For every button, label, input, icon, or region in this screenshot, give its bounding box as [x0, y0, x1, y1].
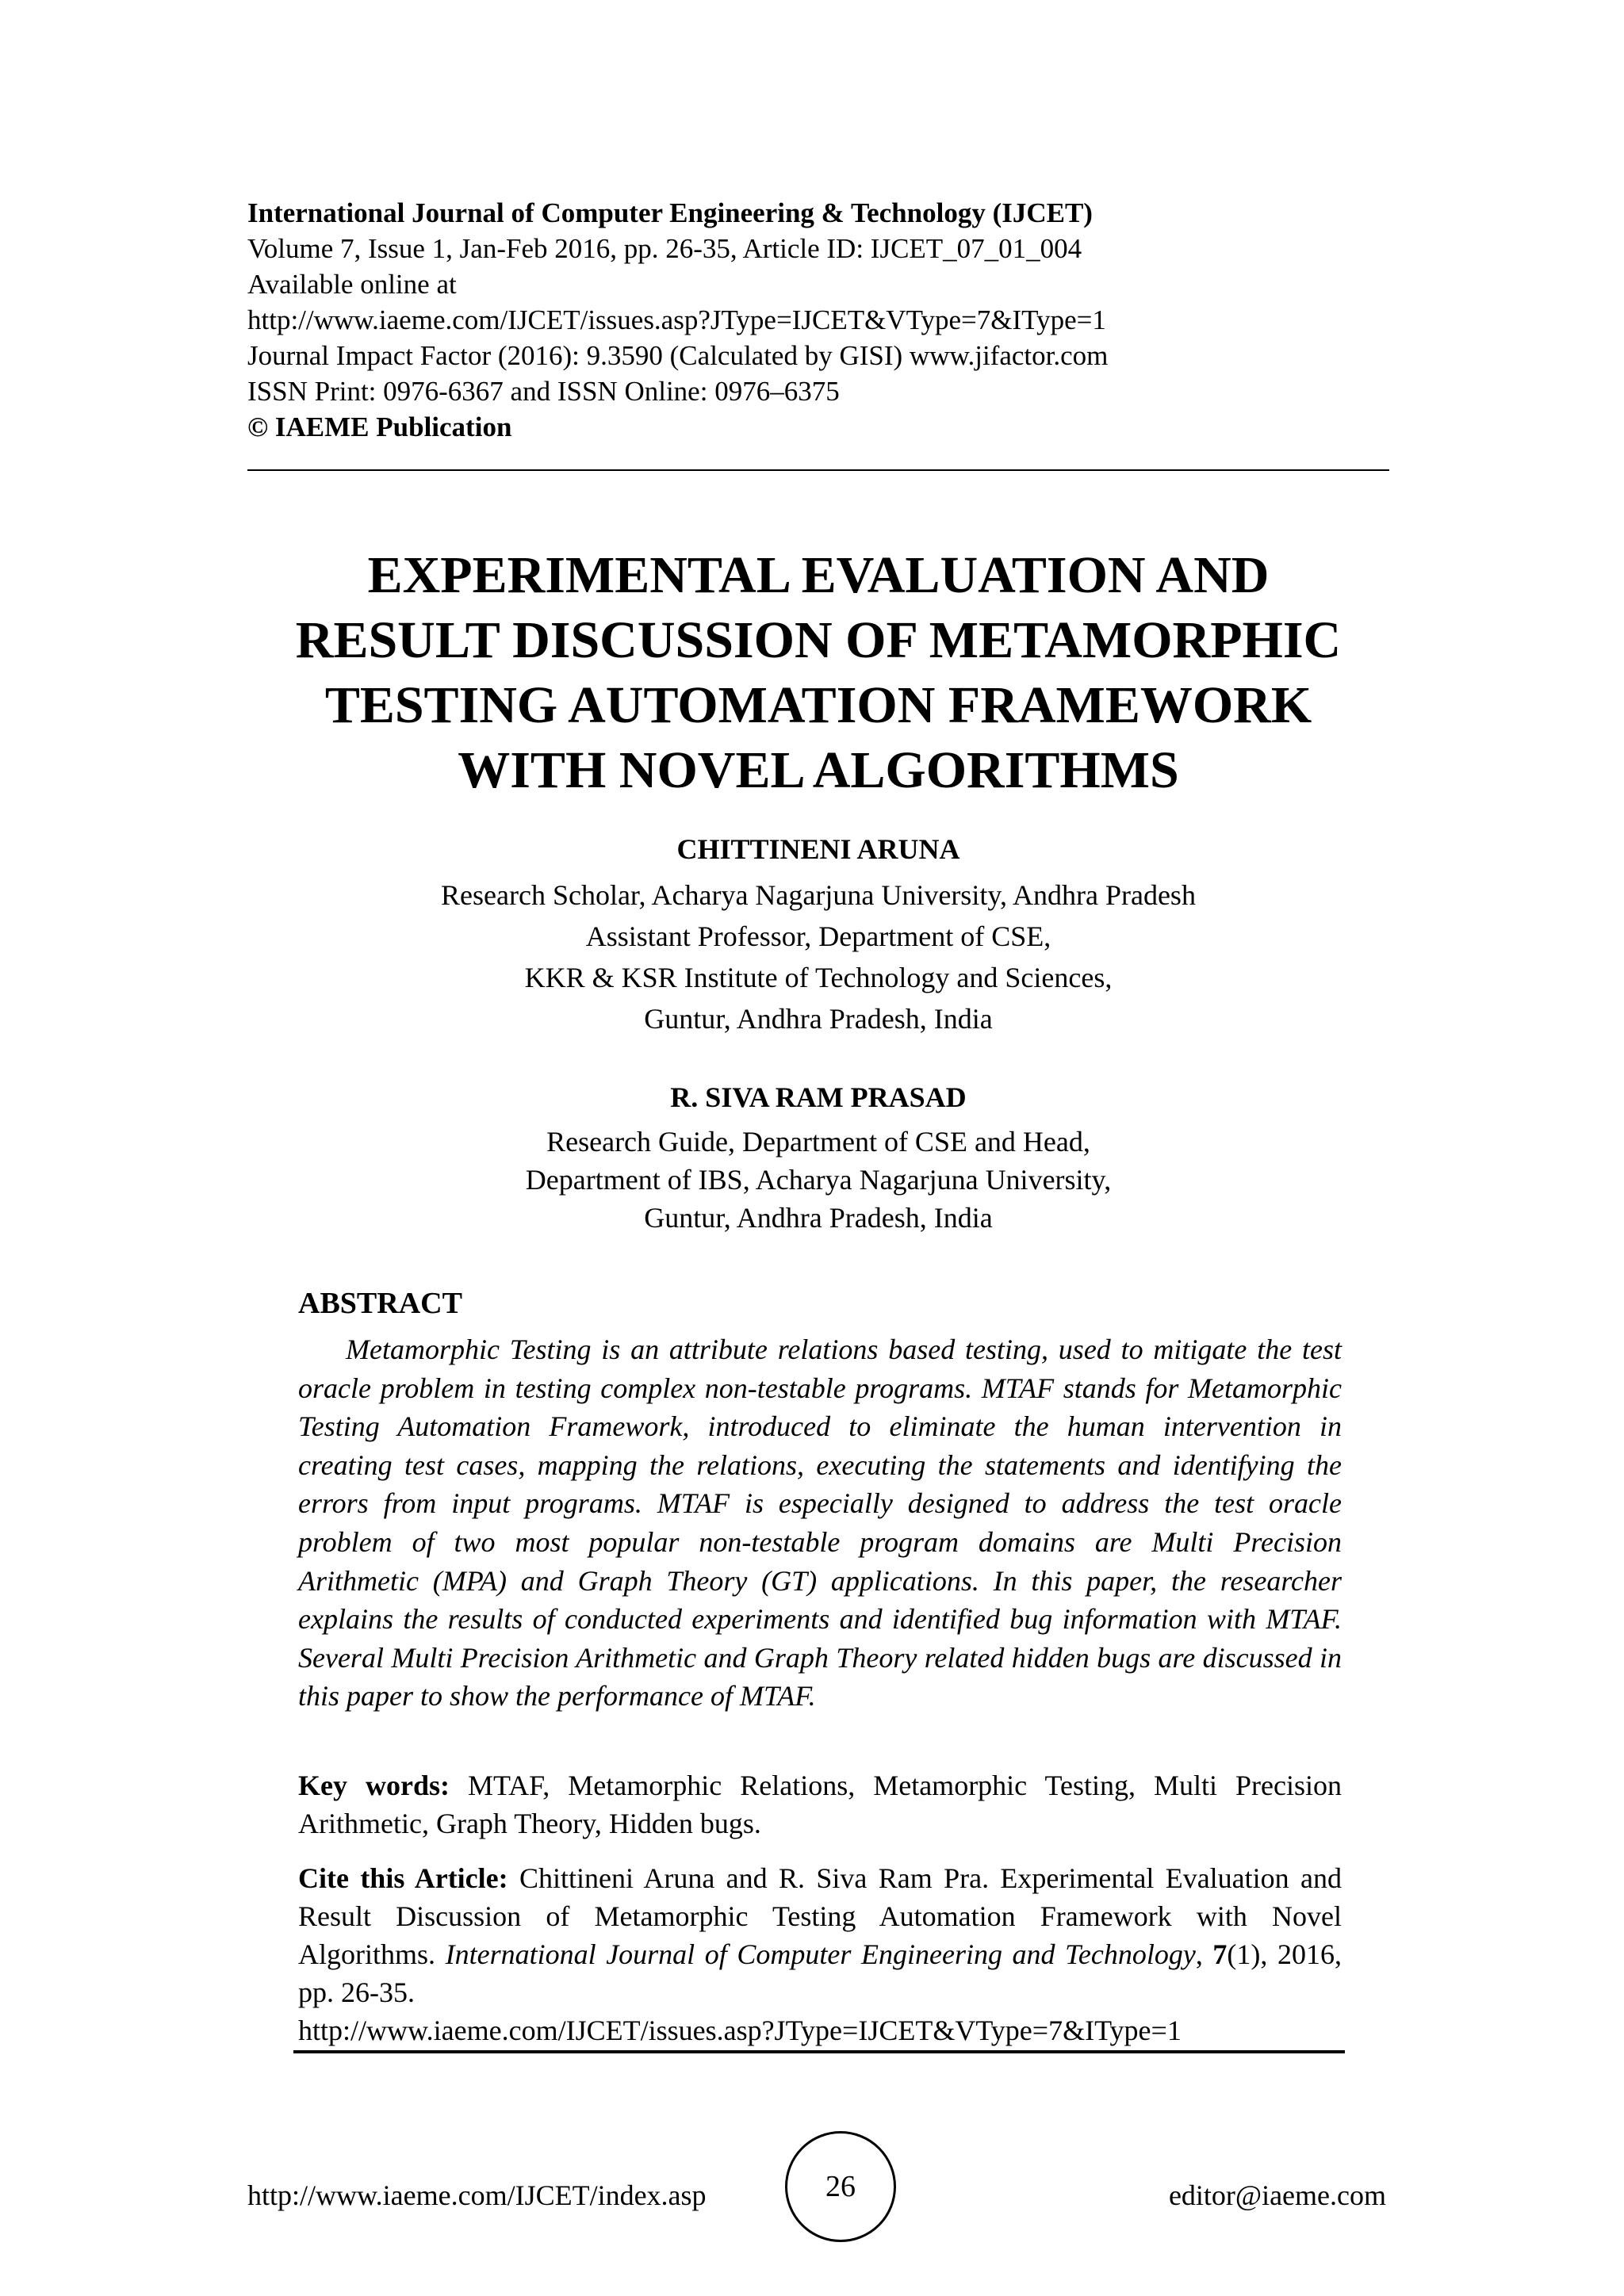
keywords-text: MTAF, Metamorphic Relations, Metamorphic Testing, Multi Precision Arithmetic, Graph Theory, Hidden bugs. — [298, 1770, 1342, 1839]
keywords — [298, 1766, 1342, 1843]
title-line: EXPERIMENTAL EVALUATION AND — [367, 546, 1270, 604]
affiliation-line: Department of IBS, Acharya Nagarjuna University, — [525, 1164, 1112, 1196]
affiliation-line: Research Guide, Department of CSE and Head, — [546, 1126, 1090, 1158]
author-name: R. SIVA RAM PRASAD — [670, 1081, 967, 1113]
abstract-text: Metamorphic Testing is an attribute relations based testing, used to mitigate the test oracle problem in testing complex non-testable programs. MTAF stands for Metamorphic Testing Automation Framework, introduced to eliminate the human intervention in creating test cases, mapping the relations, executing the statements and identifying the errors from input programs. MTAF is especially designed to address the test oracle problem of two most popular non-testable program domains are Multi Precision Arithmetic (MPA) and Graph Theory (GT) applications. In this paper, the researcher explains the results of conducted experiments and identified bug information with MTAF. Several Multi Precision Arithmetic and Graph Theory related hidden bugs are discussed in this paper to show the performance of MTAF. — [298, 1334, 1342, 1712]
keywords-label: Key words: — [298, 1770, 450, 1801]
title-line: RESULT DISCUSSION OF METAMORPHIC — [295, 611, 1342, 669]
citation — [298, 1859, 1342, 2049]
footer-url-link[interactable]: http://www.iaeme.com/IJCET/index.asp — [247, 2179, 707, 2211]
footer-email-link[interactable]: editor@iaeme.com — [1168, 2179, 1386, 2211]
author-block-1 — [247, 830, 1389, 1039]
affiliation-line: KKR & KSR Institute of Technology and Sciences, — [524, 962, 1113, 993]
journal-header — [247, 195, 1389, 445]
volume-info: Volume 7, Issue 1, Jan-Feb 2016, pp. 26-35, Article ID: IJCET_07_01_004 — [247, 233, 1082, 264]
affiliation-line: Assistant Professor, Department of CSE, — [585, 920, 1051, 952]
issue-url: http://www.iaeme.com/IJCET/issues.asp?JType=IJCET&VType=7&IType=1 — [247, 304, 1106, 335]
author-name: CHITTINENI ARUNA — [676, 833, 960, 865]
abstract-heading: ABSTRACT — [298, 1287, 462, 1320]
cite-issue: (1), 2016, pp. 26-35. — [298, 1938, 1342, 2008]
header-rule — [247, 469, 1389, 471]
title-line: TESTING AUTOMATION FRAMEWORK — [324, 676, 1312, 734]
title-line: WITH NOVEL ALGORITHMS — [458, 741, 1179, 799]
publisher: © IAEME Publication — [247, 411, 512, 442]
citation-rule — [293, 2050, 1345, 2053]
journal-name: International Journal of Computer Engineering & Technology (IJCET) — [247, 197, 1093, 228]
impact-factor: Journal Impact Factor (2016): 9.3590 (Calculated by GISI) www.jifactor.com — [247, 340, 1109, 371]
cite-text: Chittineni Aruna and R. Siva Ram Pra. Experimental Evaluation and Result Discussion of Metamorphic Testing Automation Framework with Novel Algorithms. — [298, 1862, 1342, 1970]
issn-info: ISSN Print: 0976-6367 and ISSN Online: 0976–6375 — [247, 376, 840, 407]
cite-journal: International Journal of Computer Engineering and Technology — [445, 1938, 1196, 1970]
paper-title — [208, 543, 1429, 803]
cite-comma: , — [1195, 1938, 1213, 1970]
cite-volume: 7 — [1212, 1938, 1228, 1970]
affiliation-line: Guntur, Andhra Pradesh, India — [644, 1202, 993, 1234]
available-online: Available online at — [247, 269, 457, 300]
affiliation-line: Guntur, Andhra Pradesh, India — [644, 1003, 993, 1035]
affiliation-line: Research Scholar, Acharya Nagarjuna University, Andhra Pradesh — [441, 879, 1196, 911]
page-number: 26 — [785, 2131, 896, 2242]
cite-url-link[interactable]: http://www.iaeme.com/IJCET/issues.asp?JType=IJCET&VType=7&IType=1 — [298, 2015, 1182, 2046]
author-block-2 — [247, 1078, 1389, 1237]
cite-label: Cite this Article: — [298, 1862, 508, 1894]
